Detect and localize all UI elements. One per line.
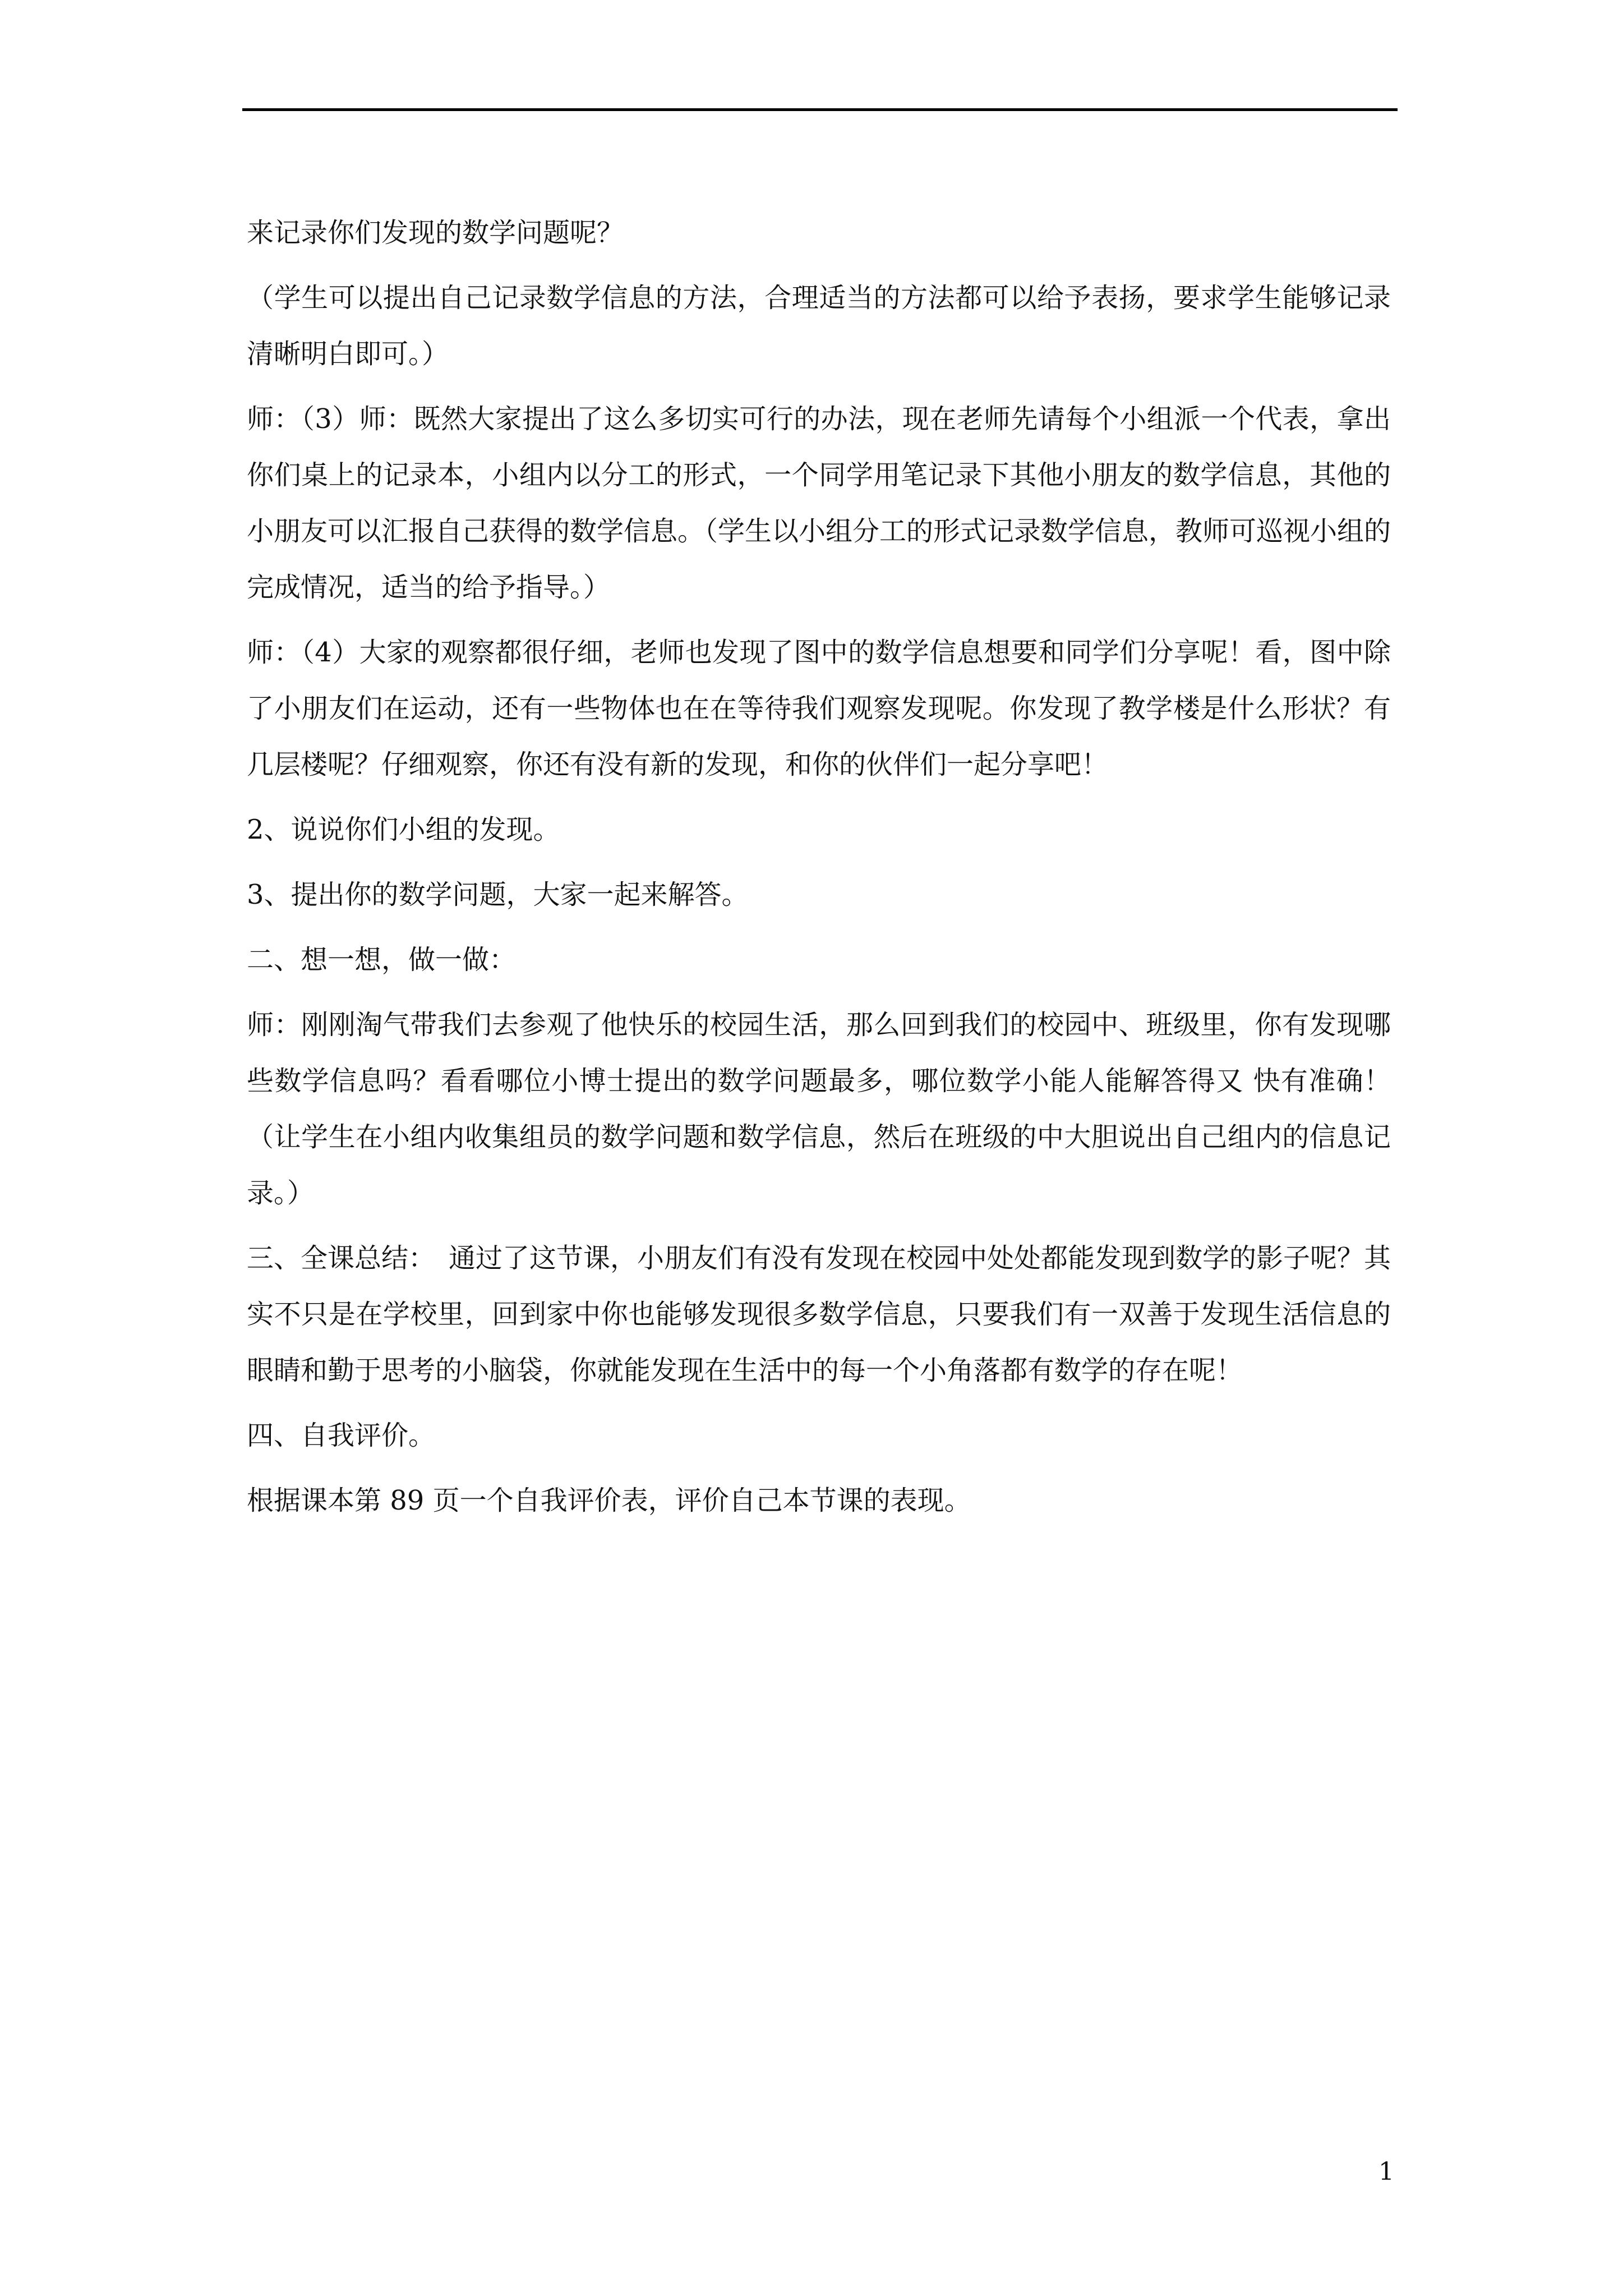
paragraph-self-evaluation: 根据课本第 89 页一个自我评价表，评价自己本节课的表现。 xyxy=(247,1485,971,1516)
paragraph-teacher-step-4: 师：（4）大家的观察都很仔细，老师也发现了图中的数学信息想要和同学们分享呢！看，图中除了小朋友们在运动，还有一些物体也在在等待我们观察发现呢。你发现了教学楼是什么形状？有几层楼呢？仔细观察，你还有没有新的发现，和你的伙伴们一起分享吧！ xyxy=(247,637,1391,780)
section-heading-4: 四、自我评价。 xyxy=(247,1420,436,1451)
page-number: 1 xyxy=(1378,2157,1394,2186)
header-rule xyxy=(242,108,1398,111)
paragraph-teacher-activity: 师：刚刚淘气带我们去参观了他快乐的校园生活，那么回到我们的校园中、班级里，你有发现哪些数学信息吗？看看哪位小博士提出的数学问题最多，哪位数学小能人能解答得又 快有准确！（让学生在小组内收集组员的数学问题和数学信息，然后在班级的中大胆说出自己组内的信息记录。） xyxy=(247,1009,1391,1209)
paragraph-item-2: 2、说说你们小组的发现。 xyxy=(247,814,560,845)
paragraph-continuation: 来记录你们发现的数学问题呢？ xyxy=(247,217,624,249)
paragraph-item-3: 3、提出你的数学问题，大家一起来解答。 xyxy=(247,879,749,910)
paragraph-student-note: （学生可以提出自己记录数学信息的方法，合理适当的方法都可以给予表扬，要求学生能够记录清晰明白即可。） xyxy=(247,282,1391,370)
section-summary: 三、全课总结： 通过了这节课，小朋友们有没有发现在校园中处处都能发现到数学的影子呢？其实不只是在学校里，回到家中你也能够发现很多数学信息，只要我们有一双善于发现生活信息的眼睛和勤于思考的小脑袋，你就能发现在生活中的每一个小角落都有数学的存在呢！ xyxy=(247,1243,1391,1386)
paragraph-teacher-step-3: 师：（3）师：既然大家提出了这么多切实可行的办法，现在老师先请每个小组派一个代表，拿出你们桌上的记录本，小组内以分工的形式，一个同学用笔记录下其他小朋友的数学信息，其他的小朋友可以汇报自己获得的数学信息。（学生以小组分工的形式记录数学信息，教师可巡视小组的完成情况，适当的给予指导。） xyxy=(247,403,1391,603)
document-body xyxy=(247,205,1391,1538)
section-heading-2: 二、想一想，做一做： xyxy=(247,944,517,976)
